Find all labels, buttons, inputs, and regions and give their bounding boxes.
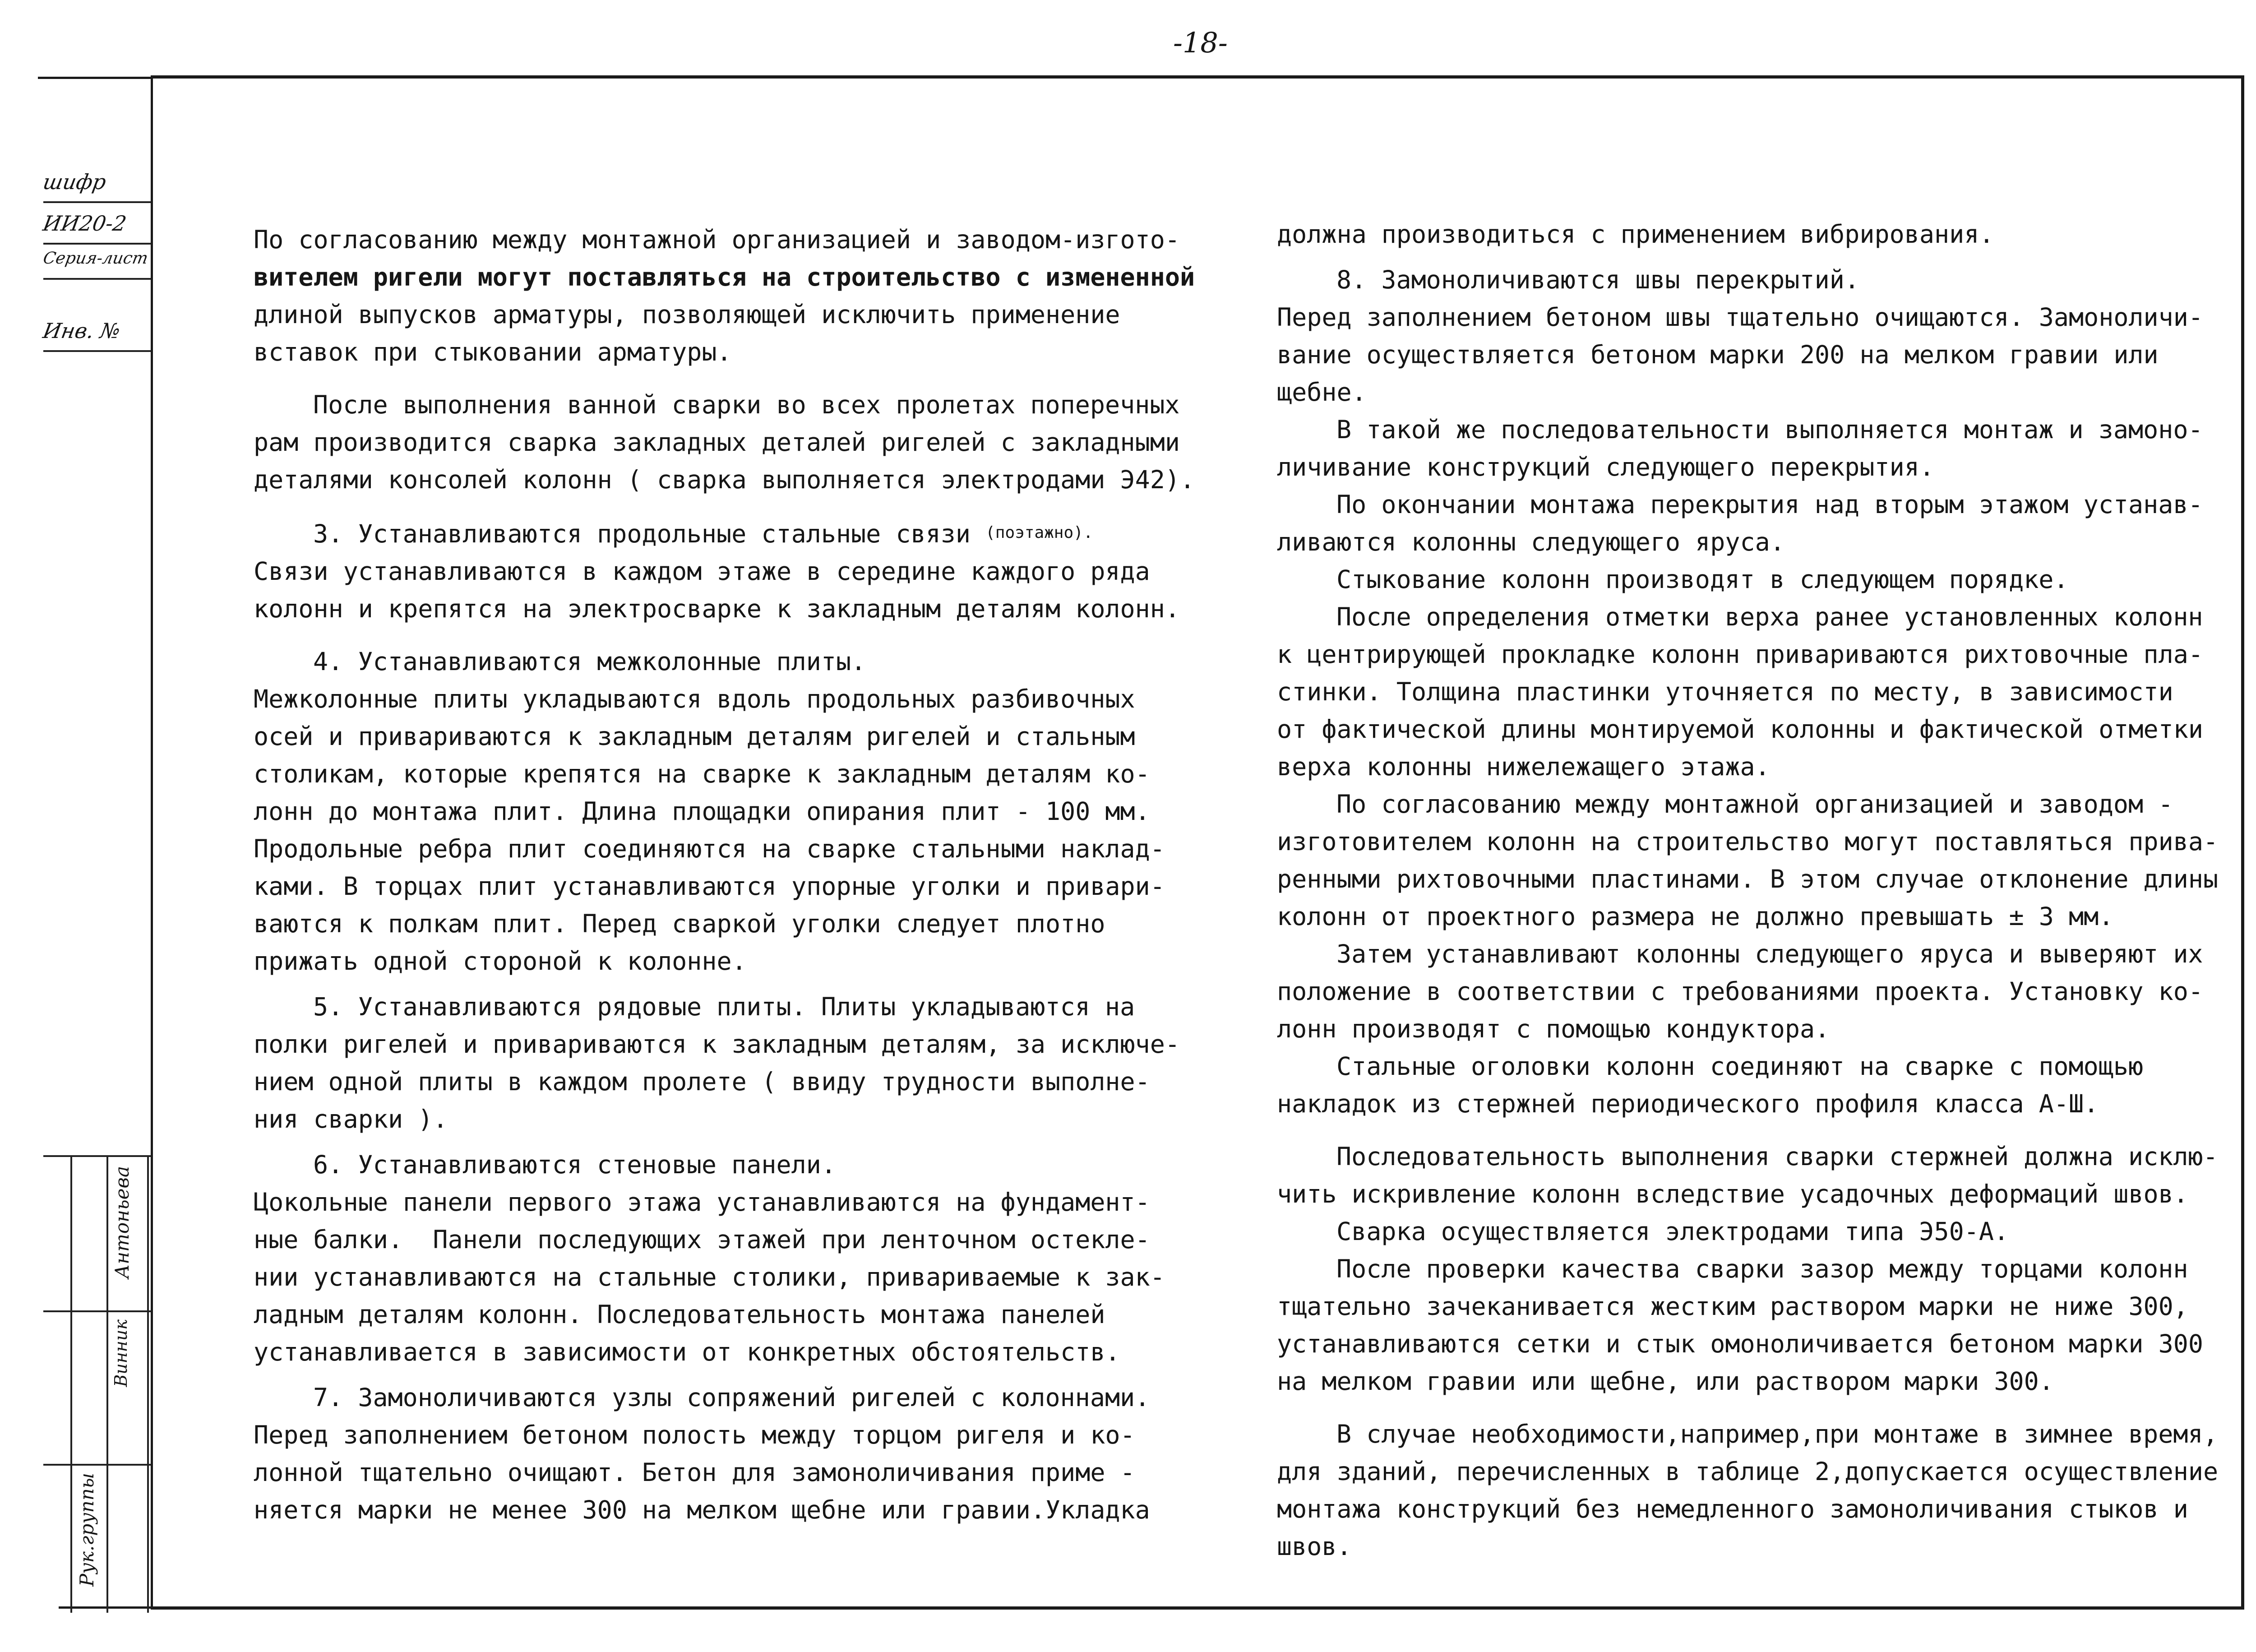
- text-line: швов.: [1277, 1532, 1352, 1561]
- text-line: вителем ригели могут поставляться на строительство с измененной: [254, 263, 1195, 292]
- text-line: [254, 514, 1215, 553]
- text-line: В случае необходимости,например,при монтаже в зимнее время,: [1336, 1420, 2218, 1448]
- text-line: к центрирующей прокладке колонн привариваются рихтовочные пла-: [1277, 640, 2203, 669]
- text-line: длиной выпусков арматуры, позволяющей исключить применение: [254, 300, 1120, 329]
- text-line: Сварка осуществляется электродами типа Э50-А.: [1336, 1217, 2009, 1246]
- text-line: ваются к полкам плит. Перед сваркой уголки следует плотно: [254, 909, 1105, 938]
- text-line: колонн и крепятся на электросварке к закладным деталям колонн.: [254, 594, 1180, 623]
- text-line: ками. В торцах плит устанавливаются упорные уголки и привари-: [254, 872, 1165, 901]
- text-line: Перед заполнением бетоном швы тщательно очищаются. Замоноличи-: [1277, 303, 2203, 332]
- text-line: должна производиться с применением вибрирования.: [1277, 220, 1994, 249]
- text-line: 5. Устанавливаются рядовые плиты. Плиты укладываются на: [313, 992, 1135, 1021]
- text-line: Цокольные панели первого этажа устанавливаются на фундамент-: [254, 1188, 1150, 1217]
- text-line: полки ригелей и привариваются к закладным деталям, за исключе-: [254, 1030, 1180, 1059]
- text-line: лонной тщательно очищают. Бетон для замоноличивания приме -: [254, 1458, 1135, 1487]
- margin-stamp-code: шифр: [43, 162, 151, 203]
- text-line: устанавливается в зависимости от конкретных обстоятельств.: [254, 1337, 1120, 1366]
- text-line: По согласованию между монтажной организацией и заводом-изгото-: [254, 225, 1180, 254]
- text-line: от фактической длины монтируемой колонны и фактической отметки: [1277, 715, 2203, 744]
- margin-stamp-inventory: Инв. №: [43, 311, 151, 352]
- text-line: прижать одной стороной к колонне.: [254, 947, 747, 976]
- text-line: 4. Устанавливаются межколонные плиты.: [313, 647, 866, 676]
- text-line: После определения отметки верха ранее установленных колонн: [1336, 602, 2203, 631]
- text-line: Последовательность выполнения сварки стержней должна исклю-: [1336, 1142, 2218, 1171]
- text-column-right: [1277, 216, 2238, 1565]
- text-line: В такой же последовательности выполняется монтаж и замоно-: [1336, 415, 2203, 444]
- text-line: нии устанавливаются на стальные столики, привариваемые к зак-: [254, 1263, 1165, 1291]
- text-line: По согласованию между монтажной организацией и заводом -: [1336, 790, 2173, 819]
- text-line: тщательно зачеканивается жестким раствором марки не ниже 300,: [1277, 1292, 2188, 1321]
- approval-divider: [147, 1157, 149, 1613]
- text-line: вание осуществляется бетоном марки 200 на мелком гравии или: [1277, 340, 2159, 369]
- text-column-left: [254, 221, 1215, 1529]
- text-fragment-small: (поэтажно).: [985, 523, 1093, 542]
- text-line: Затем устанавливают колонны следующего яруса и выверяют их: [1336, 939, 2203, 968]
- text-line: щебне.: [1277, 378, 1367, 407]
- text-line: По окончании монтажа перекрытия над вторым этажом устанав-: [1336, 490, 2203, 519]
- text-line: Перед заполнением бетоном полость между торцом ригеля и ко-: [254, 1421, 1135, 1449]
- text-line: 6. Устанавливаются стеновые панели.: [313, 1150, 836, 1179]
- text-line: Связи устанавливаются в каждом этаже в середине каждого ряда: [254, 557, 1150, 586]
- text-line: деталями консолей колонн ( сварка выполняется электродами Э42).: [254, 465, 1195, 494]
- text-line: Межколонные плиты укладываются вдоль продольных разбивочных: [254, 685, 1135, 713]
- text-line: ные балки. Панели последующих этажей при ленточном остекле-: [254, 1225, 1150, 1254]
- text-line: ния сварки ).: [254, 1105, 448, 1134]
- text-line: вставок при стыковании арматуры.: [254, 338, 732, 366]
- text-line: устанавливаются сетки и стык омоноличивается бетоном марки 300: [1277, 1329, 2203, 1358]
- approval-name: Антоньева: [111, 1166, 133, 1279]
- text-line: чить искривление колонн вследствие усадочных деформаций швов.: [1277, 1180, 2188, 1208]
- text-line: для зданий, перечисленных в таблице 2,допускается осуществление: [1277, 1457, 2219, 1486]
- text-line: положение в соответствии с требованиями проекта. Установку ко-: [1277, 977, 2203, 1006]
- approval-divider: [106, 1157, 108, 1613]
- text-line: 8. Замоноличиваются швы перекрытий.: [1336, 265, 1859, 294]
- text-line: лонн производят с помощью кондуктора.: [1277, 1014, 1830, 1043]
- text-line: Стыкование колонн производят в следующем порядке.: [1336, 565, 2069, 594]
- text-fragment: 3. Устанавливаются продольные стальные связи: [313, 519, 971, 548]
- text-line: ливаются колонны следующего яруса.: [1277, 528, 1785, 556]
- approval-row-divider: [43, 1464, 151, 1466]
- approval-role-label: Рук.группы: [76, 1473, 98, 1587]
- text-line: Продольные ребра плит соединяются на сварке стальными наклад-: [254, 834, 1165, 863]
- text-line: стинки. Толщина пластинки уточняется по месту, в зависимости: [1277, 677, 2173, 706]
- text-line: осей и привариваются к закладным деталям ригелей и стальным: [254, 722, 1135, 751]
- margin-stamp-series: ИИ20-2: [43, 204, 151, 245]
- text-line: личивание конструкций следующего перекрытия.: [1277, 453, 1934, 481]
- text-line: няется марки не менее 300 на мелком щебне или гравии.Укладка: [254, 1495, 1150, 1524]
- text-line: ладным деталям колонн. Последовательность монтажа панелей: [254, 1300, 1105, 1329]
- text-line: После проверки качества сварки зазор между торцами колонн: [1336, 1254, 2188, 1283]
- text-line: накладок из стержней периодического профиля класса А-Ш.: [1277, 1089, 2099, 1118]
- text-line: После выполнения ванной сварки во всех пролетах поперечных: [313, 390, 1180, 419]
- text-line: колонн от проектного размера не должно превышать ± 3 мм.: [1277, 902, 2114, 931]
- approval-divider: [70, 1157, 72, 1613]
- text-line: нием одной плиты в каждом пролете ( ввиду трудности выполне-: [254, 1067, 1150, 1096]
- approval-row-divider: [43, 1310, 151, 1312]
- text-line: 7. Замоноличиваются узлы сопряжений ригелей с колоннами.: [313, 1383, 1150, 1412]
- text-line: на мелком гравии или щебне, или раствором марки 300.: [1277, 1367, 2054, 1396]
- text-line: столикам, которые крепятся на сварке к закладным деталям ко-: [254, 759, 1150, 788]
- page-number: -18-: [1173, 26, 1228, 59]
- text-line: Стальные оголовки колонн соединяют на сварке с помощью: [1336, 1052, 2144, 1081]
- approval-box: [43, 1155, 151, 1613]
- text-line: монтажа конструкций без немедленного замоноличивания стыков и: [1277, 1495, 2188, 1523]
- text-line: ренными рихтовочными пластинами. В этом случае отклонение длины: [1277, 865, 2219, 893]
- text-line: рам производится сварка закладных деталей ригелей с закладными: [254, 428, 1180, 457]
- approval-signature: Винник: [111, 1319, 131, 1387]
- text-line: лонн до монтажа плит. Длина площадки опирания плит - 100 мм.: [254, 797, 1150, 826]
- frame-top-extension: [38, 77, 153, 79]
- text-line: верха колонны нижележащего этажа.: [1277, 752, 1770, 781]
- text-line: изготовителем колонн на строительство могут поставляться прива-: [1277, 827, 2219, 856]
- margin-stamp-sheet: Серия-лист: [43, 239, 151, 280]
